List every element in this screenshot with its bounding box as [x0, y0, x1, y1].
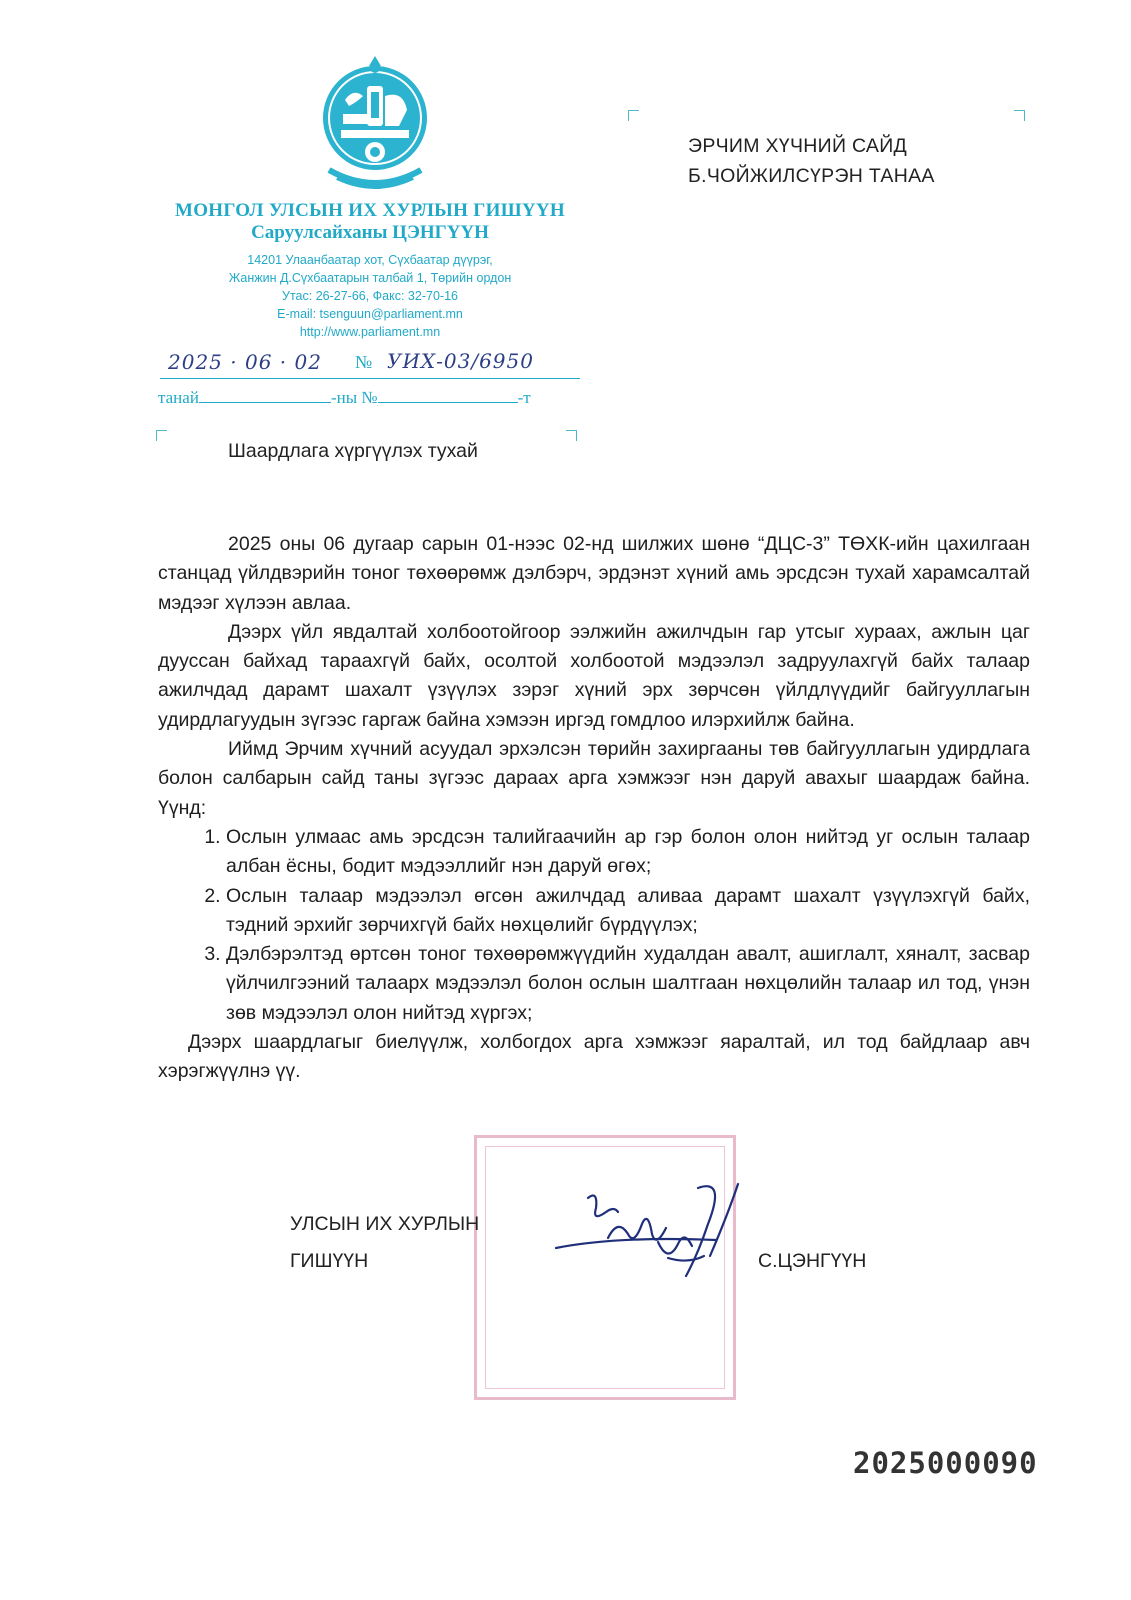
recipient-corner-right: [1014, 110, 1025, 121]
signatory-title-line-2: ГИШҮҮН: [290, 1250, 369, 1272]
paragraph-3: Иймд Эрчим хүчний асуудал эрхэлсэн төрийн захиргааны төв байгууллагын удирдлага болон салбарын сайд таны зүгээс дараах арга хэмжээг нэн даруй авахыг шаардаж байна. Үүнд:: [158, 738, 1030, 819]
signatory-name: С.ЦЭНГҮҮН: [758, 1250, 867, 1272]
list-item: 2. Ослын талаар мэдээлэл өгсөн ажилчдад аливаа дарамт шахалт үзүүлэхгүй байх, тэдний эрхийг зөрчихгүй байх нөхцөлийг бүрдүүлэх;: [226, 882, 1030, 941]
website: http://www.parliament.mn: [299, 325, 441, 339]
reply-suffix: -т: [517, 388, 531, 407]
demands-list: [158, 823, 1030, 1028]
number-label: №: [355, 352, 373, 372]
paragraph-2: Дээрх үйл явдалтай холбоотойгоор ээлжийн ажилчдын гар утсыг хураах, ажлын цаг дууссан байхад тараахгүй байх, осолтой холбоотой мэдээлэл задруулахгүй байх талаар ажилчдад дарамт шахалт үзүүлэх зэрэг хүний эрх зөрчсөн үйлдлүүдийг байгууллагын удирдлагуудын зүгээс гаргаж байна хэмээн иргэд гомдлоо илэрхийлж байна.: [158, 620, 1030, 731]
reply-date-blank: [199, 388, 331, 403]
letter-subject: Шаардлага хүргүүлэх тухай: [228, 440, 478, 462]
reply-prefix: танай: [158, 388, 199, 407]
reply-number-blank: [378, 388, 518, 403]
reply-mid: -ны №: [330, 388, 378, 407]
recipient-name: Б.ЧОЙЖИЛСҮРЭН ТАНАА: [688, 165, 935, 187]
reply-reference-row: [158, 388, 531, 408]
handwritten-signature: [548, 1178, 758, 1286]
subject-corner-left: [156, 430, 167, 441]
document-serial-number: 2025000090: [853, 1446, 1038, 1480]
organization-title: МОНГОЛ УЛСЫН ИХ ХУРЛЫН ГИШҮҮН: [174, 200, 566, 221]
recipient-corner-left: [628, 110, 639, 121]
address-line-2: Жанжин Д.Сүхбаатарын талбай 1, Төрийн ордон: [228, 271, 512, 285]
letter-body: [158, 530, 1030, 1087]
subject-corner-right: [566, 430, 577, 441]
signatory-title-line-1: УЛСЫН ИХ ХУРЛЫН: [290, 1213, 480, 1235]
member-name-header: Саруулсайханы ЦЭНГҮҮН: [251, 222, 489, 243]
address-line-1: 14201 Улаанбаатар хот, Сүхбаатар дүүрэг,: [247, 253, 493, 267]
list-item: 1. Ослын улмаас амь эрсдсэн талийгаачийн ар гэр болон олон нийтэд уг ослын талаар албан ёсны, бодит мэдээллийг нэн даруй өгөх;: [226, 823, 1030, 882]
paragraph-1: 2025 оны 06 дугаар сарын 01-нээс 02-нд шилжих шөнө “ДЦС-3” ТӨХК-ийн цахилгаан станцад үйлдвэрийн тоног төхөөрөмж дэлбэрч, эрдэнэт хүний амь эрсдсэн тухай харамсалтай мэдээг хүлээн авлаа.: [158, 533, 1030, 614]
recipient-title: ЭРЧИМ ХҮЧНИЙ САЙД: [688, 135, 908, 157]
handwritten-number: УИХ-03/6950: [387, 349, 534, 373]
list-item: 3. Дэлбэрэлтэд өртсөн тоног төхөөрөмжүүдийн худалдан авалт, ашиглалт, хяналт, засвар үйлчилгээний талаарх мэдээлэл болон ослын шалтгаан нөхцөлийн талаар ил тод, үнэн зөв мэдээлэл олон нийтэд хүргэх;: [226, 940, 1030, 1028]
email: E-mail: tsenguun@parliament.mn: [277, 307, 463, 321]
phone-fax: Утас: 26-27-66, Факс: 32-70-16: [282, 289, 458, 303]
handwritten-date: 2025 · 06 · 02: [168, 350, 322, 374]
state-emblem: [315, 52, 435, 190]
closing-paragraph: Дээрх шаардлагыг биелүүлж, холбогдох арга хэмжээг яаралтай, ил тод байдлаар авч хэрэгжүүлнэ үү.: [158, 1031, 1030, 1083]
